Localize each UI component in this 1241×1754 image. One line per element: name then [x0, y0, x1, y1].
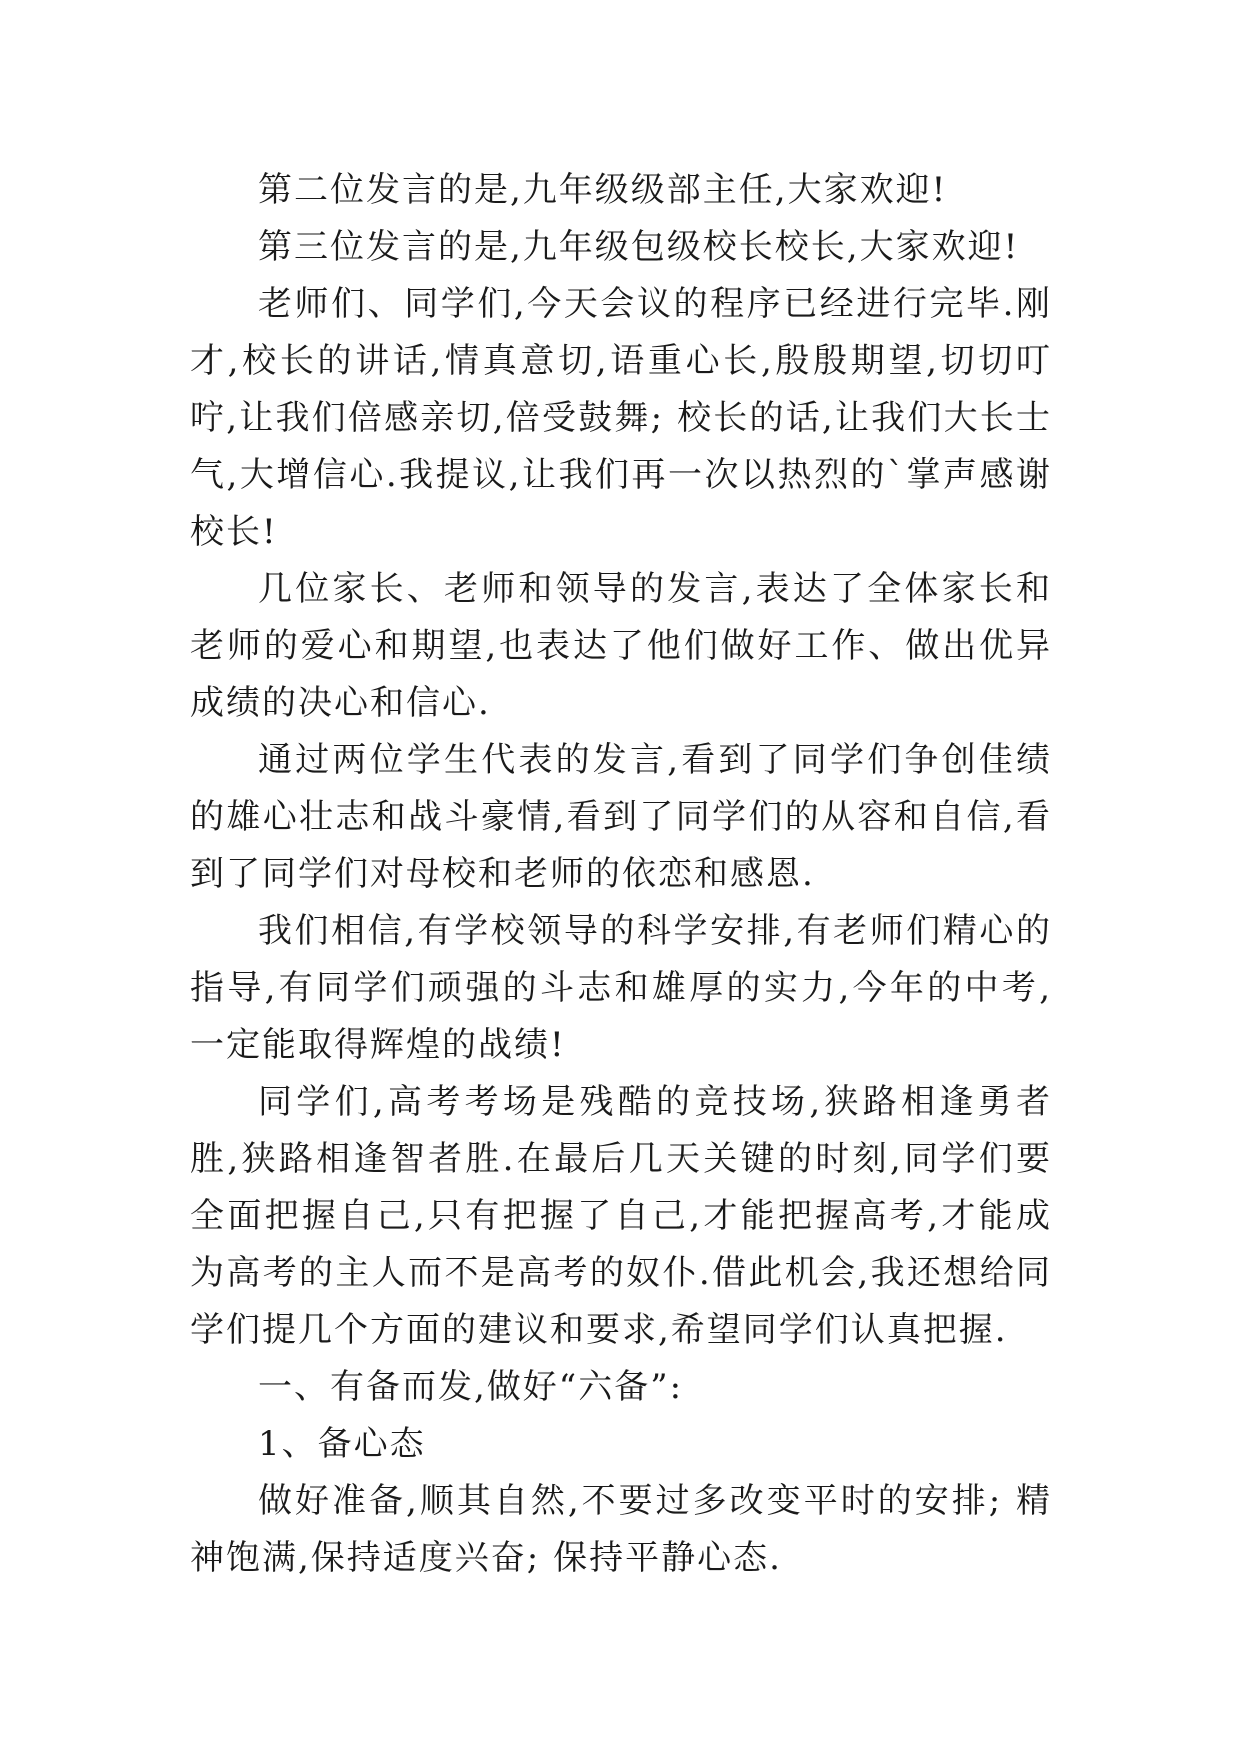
- paragraph-7: 同学们,高考考场是残酷的竞技场,狭路相逢勇者胜,狭路相逢智者胜.在最后几天关键的时刻,同学们要全面把握自己,只有把握了自己,才能把握高考,才能成为高考的主人而不是高考的奴仆.借此机会,我还想给同学们提几个方面的建议和要求,希望同学们认真把握.: [190, 1082, 1052, 1350]
- paragraph-6: 我们相信,有学校领导的科学安排,有老师们精心的指导,有同学们顽强的斗志和雄厚的实力,今年的中考,一定能取得辉煌的战绩!: [190, 911, 1052, 1065]
- paragraph-2: 第三位发言的是,九年级包级校长校长,大家欢迎!: [258, 227, 1020, 267]
- subsection-heading-1: 1、备心态: [258, 1424, 426, 1464]
- paragraph-8: 做好准备,顺其自然,不要过多改变平时的安排; 精神饱满,保持适度兴奋; 保持平静心态.: [190, 1481, 1052, 1578]
- paragraph-4: 几位家长、老师和领导的发言,表达了全体家长和老师的爱心和期望,也表达了他们做好工作、做出优异成绩的决心和信心.: [190, 569, 1052, 723]
- section-heading-1: 一、有备而发,做好“六备”:: [258, 1367, 684, 1407]
- paragraph-5: 通过两位学生代表的发言,看到了同学们争创佳绩的雄心壮志和战斗豪情,看到了同学们的从容和自信,看到了同学们对母校和老师的依恋和感恩.: [190, 740, 1052, 894]
- document-body: [190, 162, 1052, 1587]
- paragraph-3: 老师们、同学们,今天会议的程序已经进行完毕.刚才,校长的讲话,情真意切,语重心长,殷殷期望,切切叮咛,让我们倍感亲切,倍受鼓舞; 校长的话,让我们大长士气,大增信心.我提议,让我们再一次以热烈的`掌声感谢校长!: [190, 284, 1052, 552]
- paragraph-1: 第二位发言的是,九年级级部主任,大家欢迎!: [258, 170, 948, 210]
